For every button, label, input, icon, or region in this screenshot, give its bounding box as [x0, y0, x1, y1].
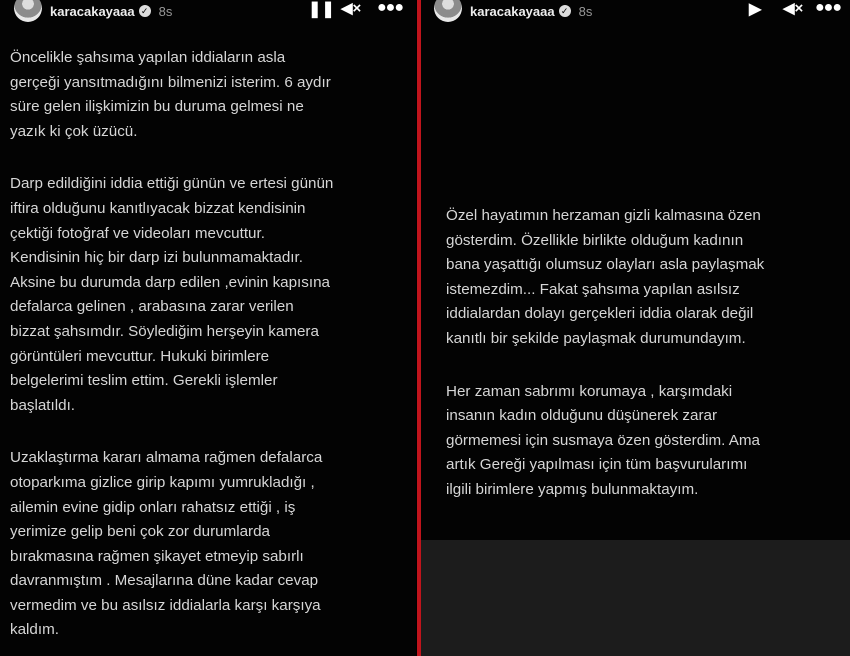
story-header	[421, 0, 850, 22]
story-text	[446, 204, 764, 503]
text-line: gösterdim. Özellikle birlikte olduğum kadının	[446, 231, 744, 249]
text-line: belgelerimi teslim ettim. Gerekli işlemler	[10, 372, 278, 390]
verified-icon: ✓	[559, 5, 571, 17]
username[interactable]: karacakayaaa	[470, 3, 555, 19]
empty-area	[421, 540, 850, 656]
text-line: ilgili birimlere yapmış bulunmaktayım.	[446, 480, 699, 498]
text-line: davranmıştım . Mesajlarına düne kadar cevap	[10, 572, 319, 590]
play-icon[interactable]: ▶	[749, 1, 762, 18]
text-line: Her zaman sabrımı korumaya , karşımdaki	[446, 382, 733, 400]
timestamp: 8s	[158, 3, 173, 19]
text-line: vermedim ve bu asılsız iddialarla karşı karşıya	[10, 596, 321, 614]
text-line: defalarca gelinen , arabasına zarar verilen	[10, 298, 294, 316]
text-line: istemezdim... Fakat şahsıma yapılan asılsız	[446, 280, 740, 298]
text-line: bırakmasına rağmen şikayet etmeyip sabırlı	[10, 547, 304, 565]
text-line: otoparkıma gizlice girip kapımı yumrukladığı ,	[10, 473, 315, 491]
text-line: görmemesi için susmaya özen gösterdim. Ama	[446, 431, 760, 449]
paragraph-gap	[10, 144, 333, 172]
text-line: başlatıldı.	[10, 396, 76, 414]
story-text	[10, 46, 333, 643]
text-line: yerimize gelip beni çok zor durumlarda	[10, 523, 270, 541]
text-line: kaldım.	[10, 621, 59, 639]
text-line: Özel hayatımın herzaman gizli kalmasına özen	[446, 207, 761, 224]
text-line: Öncelikle şahsıma yapılan iddiaların asla	[10, 49, 286, 66]
text-line: Darp edildiğini iddia ettiği günün ve ertesi günün	[10, 175, 334, 193]
text-line: bizzat şahsımdır. Söylediğim herşeyin kamera	[10, 322, 319, 340]
paragraph-gap	[446, 352, 764, 380]
text-line: kanıtlı bir şekilde paylaşmak durumundayım.	[446, 329, 746, 347]
text-line: görüntüleri mevcuttur. Hukuki birimlere	[10, 347, 270, 365]
text-line: süre gelen ilişkimizin bu duruma gelmesi ne	[10, 98, 304, 116]
verified-icon: ✓	[139, 5, 151, 17]
paragraph-gap	[10, 418, 333, 446]
more-options-icon[interactable]: ●●●	[815, 0, 841, 16]
text-line: Uzaklaştırma kararı almama rağmen defalarca	[10, 449, 323, 467]
text-line: Aksine bu durumda darp edilen ,evinin kapısına	[10, 273, 330, 291]
mute-icon[interactable]: ◀×	[341, 0, 362, 17]
text-line: çektiği fotoğraf ve videoları mevcuttur.	[10, 224, 265, 242]
text-line: bana yaşattığı olumsuz olayları asla paylaşmak	[446, 256, 765, 274]
avatar[interactable]	[434, 0, 462, 22]
text-line: yazık ki çok üzücü.	[10, 122, 138, 140]
text-line: gerçeği yansıtmadığını bilmenizi isterim. 6 aydır	[10, 73, 331, 91]
story-panel-left	[0, 0, 416, 656]
pause-icon[interactable]: ❚❚	[308, 1, 335, 18]
story-panel-right	[421, 0, 850, 656]
timestamp: 8s	[578, 3, 593, 19]
username[interactable]: karacakayaaa	[50, 3, 135, 19]
text-line: iftira olduğunu kanıtlıyacak bizzat kendisinin	[10, 199, 306, 217]
text-line: Kendisinin hiç bir darp izi bulunmamaktadır.	[10, 249, 303, 267]
avatar[interactable]	[14, 0, 42, 22]
text-line: artık Gereği yapılması için tüm başvurularımı	[446, 456, 748, 474]
story-header	[0, 0, 416, 22]
text-line: ailemin evine gidip onları rahatsız ettiği , iş	[10, 498, 296, 516]
more-options-icon[interactable]: ●●●	[377, 0, 403, 16]
mute-icon[interactable]: ◀×	[783, 0, 804, 17]
text-line: iddialardan dolayı gerçekleri iddia olarak değil	[446, 305, 754, 323]
text-line: insanın kadın olduğunu düşünerek zarar	[446, 407, 718, 425]
